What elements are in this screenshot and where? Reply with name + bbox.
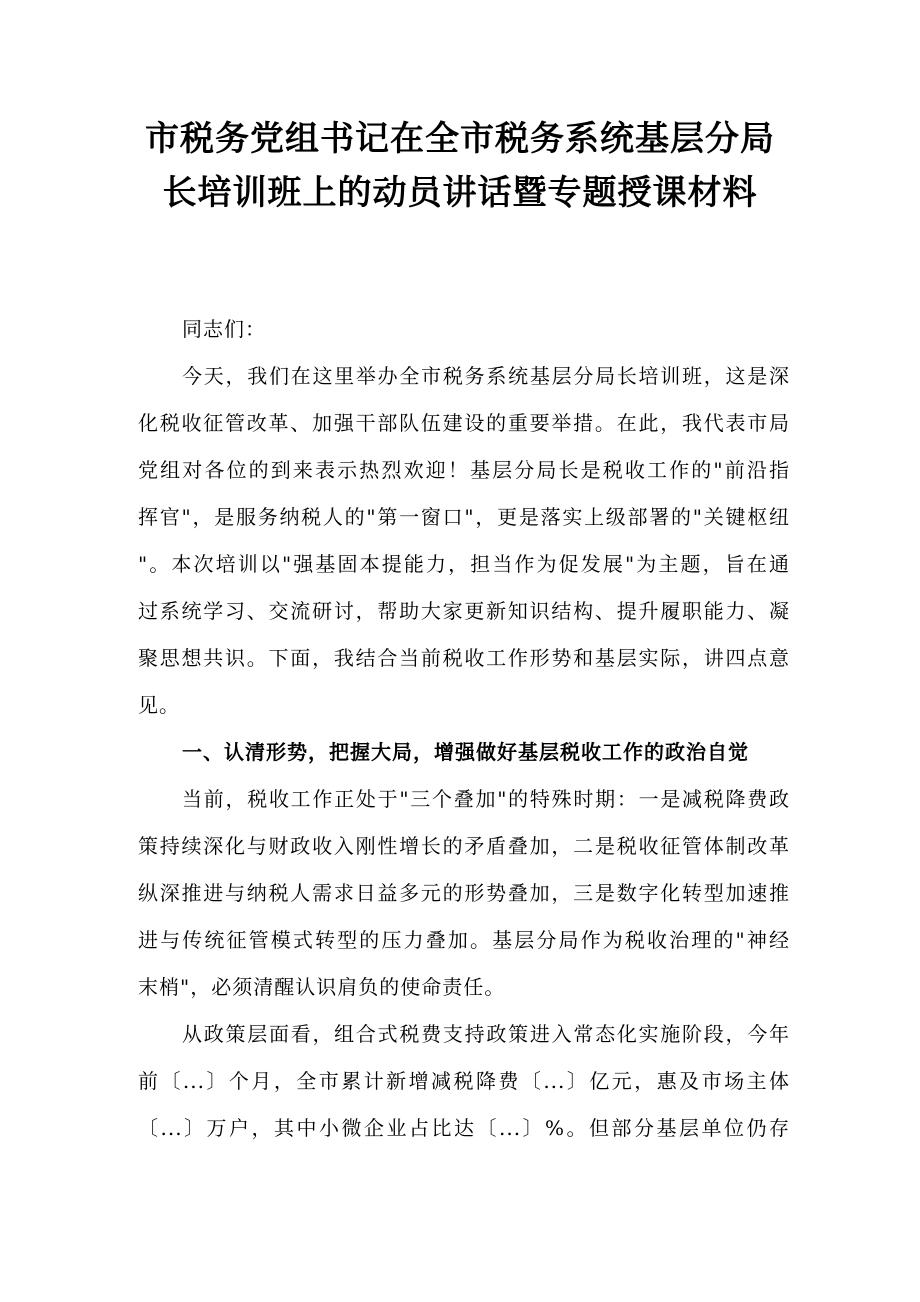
salutation: 同志们：: [182, 317, 266, 341]
title-line-2: 长培训班上的动员讲话暨专题授课材料: [162, 173, 758, 213]
title-line-1: 市税务党组书记在全市税务系统基层分局: [145, 119, 775, 159]
paragraph-line: 挥官"，是服务纳税人的"第一窗口"，更是落实上级部署的"关键枢纽: [138, 505, 790, 529]
document-title: [100, 112, 820, 220]
paragraph-line: 末梢"，必须清醒认识肩负的使命责任。: [138, 975, 506, 999]
paragraph-line: 当前，税收工作正处于"三个叠加"的特殊时期：一是减税降费政: [182, 787, 790, 811]
paragraph-line: 前〔...〕个月，全市累计新增减税降费〔...〕亿元，惠及市场主体: [138, 1069, 790, 1093]
paragraph-line: 今天，我们在这里举办全市税务系统基层分局长培训班，这是深: [182, 364, 790, 388]
paragraph-line: 策持续深化与财政收入刚性增长的矛盾叠加，二是税收征管体制改革: [138, 834, 790, 858]
paragraph-line: 从政策层面看，组合式税费支持政策进入常态化实施阶段，今年: [182, 1022, 790, 1046]
section-heading: 一、认清形势，把握大局，增强做好基层税收工作的政治自觉: [182, 740, 749, 764]
paragraph-line: 见。: [138, 693, 180, 717]
paragraph-line: 〔...〕万户，其中小微企业占比达〔...〕%。但部分基层单位仍存: [138, 1116, 790, 1140]
document-body: [138, 306, 790, 1152]
paragraph-line: 过系统学习、交流研讨，帮助大家更新知识结构、提升履职能力、凝: [138, 599, 790, 623]
paragraph-line: 纵深推进与纳税人需求日益多元的形势叠加，三是数字化转型加速推: [138, 881, 790, 905]
paragraph-line: "。本次培训以"强基固本提能力，担当作为促发展"为主题，旨在通: [138, 552, 790, 576]
paragraph-line: 党组对各位的到来表示热烈欢迎！基层分局长是税收工作的"前沿指: [138, 458, 790, 482]
paragraph-line: 聚思想共识。下面，我结合当前税收工作形势和基层实际，讲四点意: [138, 646, 790, 670]
paragraph-line: 进与传统征管模式转型的压力叠加。基层分局作为税收治理的"神经: [138, 928, 790, 952]
paragraph-line: 化税收征管改革、加强干部队伍建设的重要举措。在此，我代表市局: [138, 411, 790, 435]
